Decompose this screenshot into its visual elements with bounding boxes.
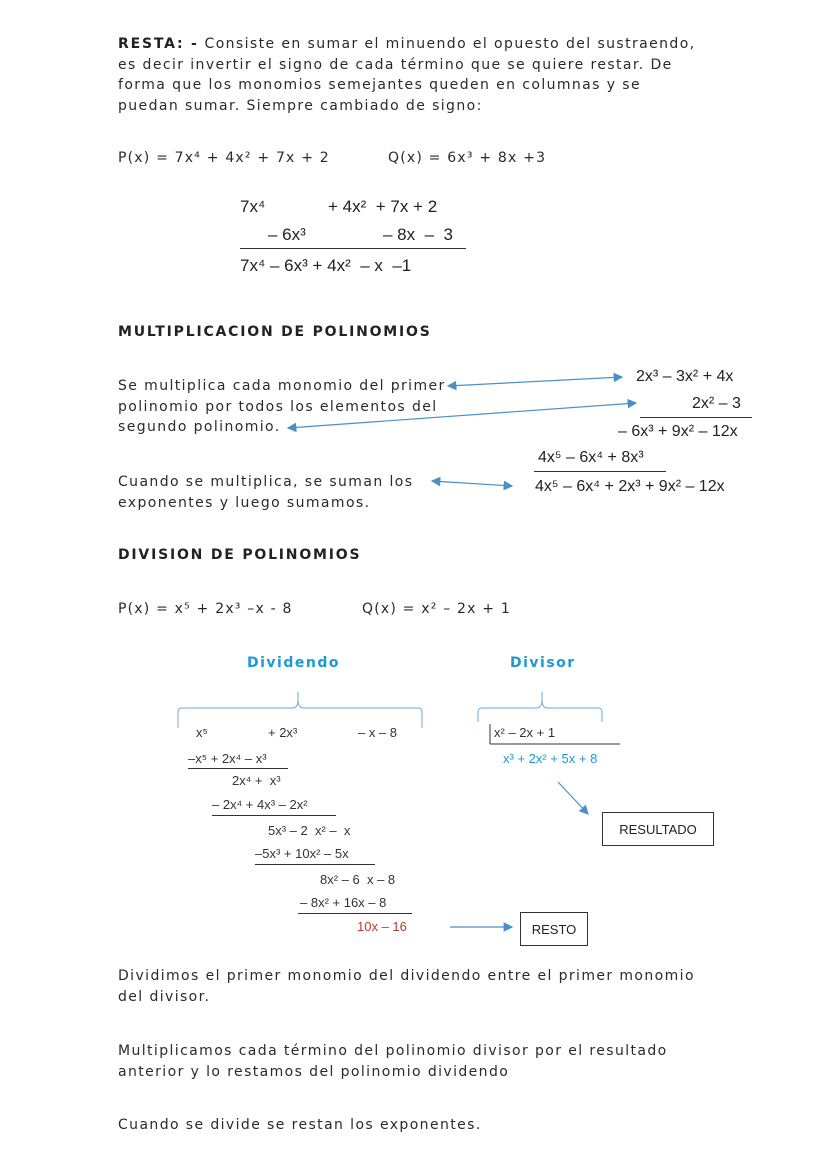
division-paragraph-1-l2: del divisor. — [118, 988, 211, 1005]
division-paragraph-2-l2: anterior y lo restamos del polinomio dividendo — [118, 1063, 510, 1080]
resta-q-definition: Q(x) = 6x³ + 8x +3 — [388, 150, 547, 166]
resta-op-row2-b: – 8x – 3 — [383, 225, 453, 244]
dividend-term-b: + 2x³ — [268, 725, 298, 740]
division-rule-4 — [298, 913, 412, 914]
multiplicacion-text1-l1: Se multiplica cada monomio del primer — [118, 378, 446, 394]
division-paragraph-2-l1: Multiplicamos cada término del polinomio divisor por el resultado — [118, 1043, 668, 1059]
division-step-4: 5x³ – 2 x² – x — [268, 823, 351, 838]
resta-intro-l3: forma que los monomios semejantes queden en columnas y se — [118, 77, 641, 93]
resta-op-row1-a: 7x⁴ — [240, 197, 266, 216]
resta-p-definition: P(x) = 7x⁴ + 4x² + 7x + 2 — [118, 150, 330, 166]
dividendo-brace — [178, 692, 422, 728]
division-paragraph-1-l1: Dividimos el primer monomio del dividendo entre el primer monomio — [118, 968, 695, 984]
division-rule-3 — [255, 864, 375, 865]
division-q-definition: Q(x) = x² – 2x + 1 — [362, 601, 511, 617]
mult-op-result: 4x⁵ – 6x⁴ + 2x³ + 9x² – 12x — [535, 478, 725, 495]
mult-arrow-2 — [288, 403, 636, 428]
multiplicacion-text2-l1: Cuando se multiplica, se suman los — [118, 474, 414, 490]
resto-box: RESTO — [520, 912, 588, 946]
dividend-term-c: – x – 8 — [358, 725, 398, 740]
resta-intro-l4: puedan sumar. Siempre cambiado de signo: — [118, 97, 483, 114]
division-paragraph-3: Cuando se divide se restan los exponentes. — [118, 1117, 482, 1133]
mult-op-row2: 2x² – 3 — [692, 395, 741, 412]
multiplicacion-text1-l2: polinomio por todos los elementos del — [118, 398, 438, 415]
resta-intro-l2: es decir invertir el signo de cada término que se quiere restar. De — [118, 56, 673, 73]
division-remainder: 10x – 16 — [357, 919, 407, 934]
multiplicacion-text2-l2: exponentes y luego sumamos. — [118, 494, 371, 511]
label-dividendo: Dividendo — [247, 655, 340, 671]
multiplicacion-text1-l3: segundo polinomio. — [118, 419, 281, 435]
resultado-arrow — [558, 782, 588, 814]
multiplicacion-title: MULTIPLICACION DE POLINOMIOS — [118, 324, 432, 340]
division-step-6: 8x² – 6 x – 8 — [320, 872, 396, 887]
division-paragraph-1 — [118, 966, 695, 1007]
label-divisor: Divisor — [510, 655, 576, 671]
division-paragraph-2 — [118, 1041, 668, 1082]
quotient-expression: x³ + 2x² + 5x + 8 — [503, 751, 598, 766]
dividend-term-a: x⁵ — [196, 725, 208, 740]
resta-op-result: 7x⁴ – 6x³ + 4x² – x –1 — [240, 256, 412, 275]
division-step-2: 2x⁴ + x³ — [232, 773, 281, 788]
resta-op-row1-b: + 4x² + 7x + 2 — [328, 197, 438, 216]
resta-op-row2-a: – 6x³ — [268, 225, 306, 244]
division-p-definition: P(x) = x⁵ + 2x³ –x - 8 — [118, 601, 293, 617]
divisor-brace — [478, 692, 602, 722]
mult-op-row1: 2x³ – 3x² + 4x — [636, 368, 734, 385]
divisor-expression: x² – 2x + 1 — [494, 725, 556, 740]
mult-op-row4: 4x⁵ – 6x⁴ + 8x³ — [538, 449, 644, 466]
division-step-5: –5x³ + 10x² – 5x — [255, 846, 349, 861]
resta-intro-l1: Consiste en sumar el minuendo el opuesto del sustraendo, — [198, 36, 696, 52]
mult-arrow-3 — [432, 481, 512, 486]
division-rule-2 — [212, 815, 336, 816]
mult-arrow-1 — [448, 377, 622, 386]
division-rule-1 — [188, 768, 288, 769]
resta-title: RESTA: - — [118, 36, 199, 52]
division-step-1: –x⁵ + 2x⁴ – x³ — [188, 751, 267, 766]
division-title: DIVISION DE POLINOMIOS — [118, 547, 362, 563]
resultado-box: RESULTADO — [602, 812, 714, 846]
division-step-3: – 2x⁴ + 4x³ – 2x² — [212, 797, 308, 812]
division-step-7: – 8x² + 16x – 8 — [300, 895, 387, 910]
mult-op-row3: – 6x³ + 9x² – 12x — [618, 423, 738, 440]
